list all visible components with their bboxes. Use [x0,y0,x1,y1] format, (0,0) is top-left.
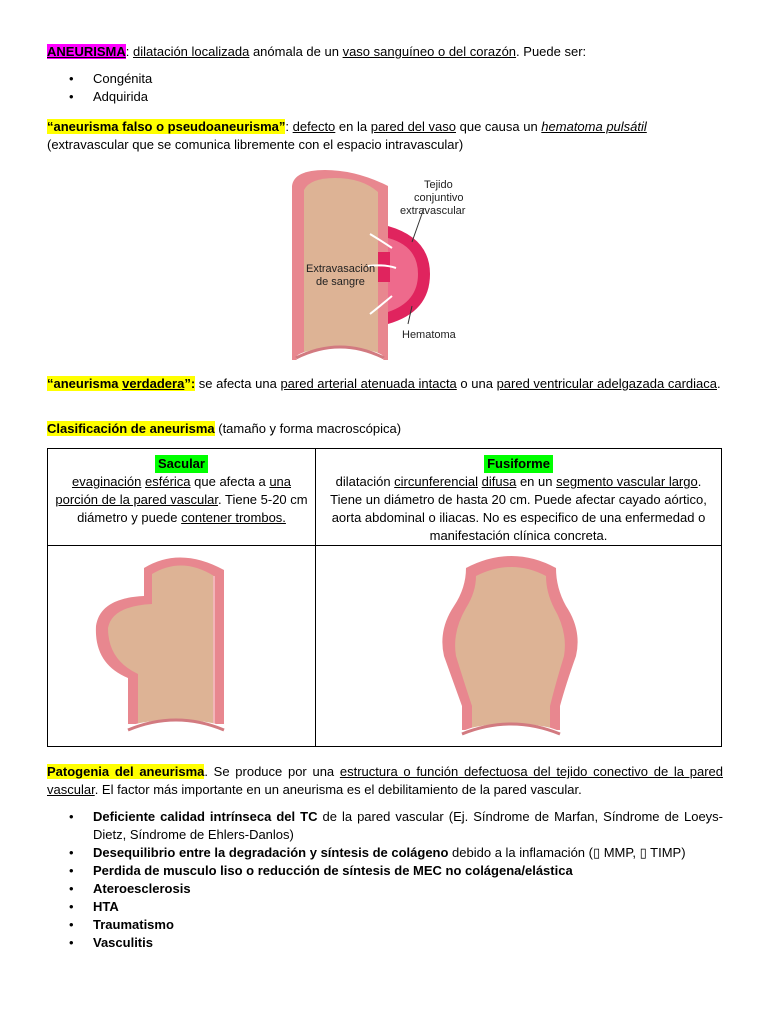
text: esférica [145,474,191,489]
text: dilatación [335,474,395,489]
fusiforme-image-cell [316,546,722,747]
text: o una [456,376,497,391]
list-item [47,844,723,862]
fusiforme-cell [316,449,722,546]
list-item [47,808,723,844]
term-aneurisma: ANEURISMA [47,44,126,59]
colon: : [125,44,130,59]
text: hematoma pulsátil [541,119,647,134]
def-text-4: . Puede ser: [516,44,587,59]
list-item: • Adquirida [47,88,723,106]
fusiform-aneurysm-illustration [316,546,722,746]
label-tejido-3: extravascular [400,205,466,217]
text: en la [335,119,371,134]
text: se afecta una [195,376,281,391]
intro-list [47,70,723,106]
def-text-3: vaso sanguíneo o del corazón [342,44,517,59]
text: que afecta a [190,474,270,489]
text: que causa un [456,119,542,134]
term-falso: “aneurisma falso o pseudoaneurisma” [47,119,286,134]
text: pared del vaso [370,119,456,134]
sacular-title: Sacular [155,455,208,473]
text: circunferencial [394,474,478,489]
text: “aneurisma [47,376,123,391]
pseudoaneurysm-figure [280,164,500,367]
classification-table [47,448,722,747]
list-item [47,880,723,898]
list-item [47,916,723,934]
text: en un [516,474,557,489]
aneurisma-definition [47,43,723,61]
text: verdadera [122,376,185,391]
def-text-1: dilatación localizada [132,44,250,59]
verdadera-paragraph [47,375,723,393]
table-row [48,546,722,747]
list-item [47,862,723,880]
text: contener trombos. [181,510,286,525]
label-hematoma: Hematoma [402,329,456,341]
def-text-2: anómala de un [249,44,343,59]
label-tejido-1: Tejido [424,179,453,191]
saccular-aneurysm-illustration [48,546,315,746]
text: segmento vascular largo [556,474,698,489]
text: pared ventricular adelgazada cardiaca [496,376,717,391]
term-clasificacion: Clasificación de aneurisma [47,421,215,436]
text: Perdida de musculo liso o reducción de síntesis de MEC no colágena/elástica [93,863,573,878]
text: Traumatismo [93,917,174,932]
list-item: • Congénita [47,70,723,88]
patogenia-paragraph [47,763,723,799]
text: una porción de la pared vascular [55,474,292,507]
text: de la pared vascular (Ej. Síndrome de Marfan, Síndrome de Loeys-Dietz, Síndrome de Ehlers-Danlos) [93,809,724,842]
text: . [716,376,721,391]
falso-paragraph [47,118,723,154]
text: pared arterial atenuada intacta [280,376,457,391]
list-item [47,898,723,916]
label-extravasacion-2: de sangre [316,276,365,288]
text: (extravascular que se comunica libremente con el espacio intravascular) [47,137,464,152]
text: HTA [93,899,119,914]
label-tejido-2: conjuntivo [414,192,464,204]
text: Deficiente calidad intrínseca del TC [93,809,318,824]
text: . El factor más importante en un aneurisma es el debilitamiento de la pared vascular. [94,782,582,797]
text: Desequilibrio entre la degradación y síntesis de colágeno [93,845,449,860]
text: difusa [481,474,517,489]
table-row [48,449,722,546]
text: estructura o función defectuosa del tejido conectivo de la pared vascular [47,764,723,797]
text: Ateroesclerosis [93,881,191,896]
text: debido a la inflamación (▯ MMP, ▯ TIMP) [448,845,686,860]
text: (tamaño y forma macroscópica) [214,421,402,436]
text: evaginación [71,474,142,489]
term-verdadera [47,376,195,391]
pseudoaneurysm-illustration [280,164,500,364]
text: defecto [292,119,336,134]
list-item [47,934,723,952]
sacular-image-cell [48,546,316,747]
text: . Se produce por una [204,764,340,779]
text: : [285,119,293,134]
sacular-cell [48,449,316,546]
causes-list [47,808,723,952]
text: Vasculitis [93,935,153,950]
fusiforme-title: Fusiforme [484,455,553,473]
text: . Tiene un diámetro de hasta 20 cm. Puede afectar cayado aórtico, aorta abdominal o iliacas. No es especifico de una enfermedad o manifestación clínica concreta. [330,474,707,543]
label-extravasacion-1: Extravasación [306,263,376,275]
term-patogenia: Patogenia del aneurisma [47,764,205,779]
text: ”: [184,376,196,391]
text: . Tiene 5-20 cm diámetro y puede [77,492,308,525]
clasificacion-heading [47,420,723,438]
